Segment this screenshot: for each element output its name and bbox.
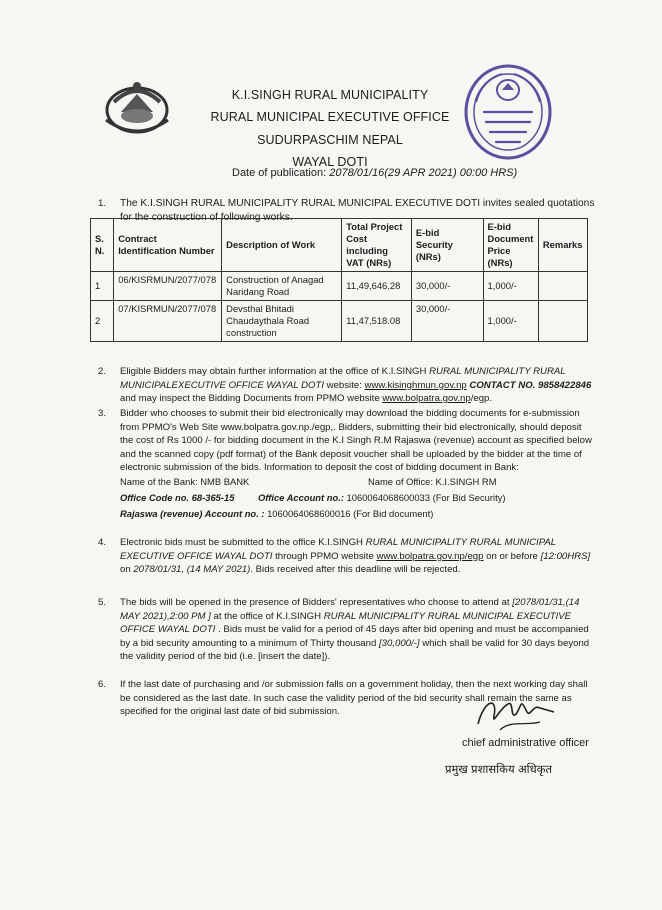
table-cell: 06/KISRMUN/2077/078 [114,272,222,301]
location-name: WAYAL DOTI [292,155,368,169]
municipality-website-link[interactable]: www.kisinghmun.gov.np [364,379,467,391]
notice-item-2: 2. Eligible Bidders may obtain further information at the office of K.I.SINGH RURAL MUNICIPALITY RURAL MUNICIPALEXECUTIVE OFFICE WAYAL DOTI website: www.kisinghmun.gov.np CONTACT NO. 9858422846 and may inspect the Bidding Documents from PPMO website www.bolpatra.gov.np/egp. [98,366,592,404]
nepal-emblem-icon [96,72,178,138]
table-header: Description of Work [222,219,342,272]
table-cell: 1 [91,272,114,301]
table-cell [538,301,587,342]
publication-date: Date of publication: 2078/01/16(29 APR 2021) 00:00 HRS) [232,167,518,179]
table-cell: Construction of Anagad Naridang Road [222,272,342,301]
notice-item-4: 4. Electronic bids must be submitted to the office K.I.SINGH RURAL MUNICIPALITY RURAL MUNICIPAL EXECUTIVE OFFICE WAYAL DOTI through PPMO website www.bolpatra.gov.np/egp on or before [12:00HRS] on 2078/01/31, (14 MAY 2021). Bids received after this deadline will be rejected. [98,537,591,575]
province-name: SUDURPASCHIM NEPAL [257,133,403,147]
municipality-name: K.I.SINGH RURAL MUNICIPALITY [231,88,429,102]
office-name: RURAL MUNICIPAL EXECUTIVE OFFICE [210,110,450,124]
table-cell: 11,47,518.08 [342,301,412,342]
table-header: E-bid Document Price (NRs) [483,219,538,272]
table-header: Total Project Cost including VAT (NRs) [342,219,412,272]
office-account: Office Account no.: 1060064068600033 (For Bid Security) [258,492,506,503]
table-header: Remarks [538,219,587,272]
bank-name: Name of the Bank: NMB BANK [120,476,250,487]
office-name-bank: Name of Office: K.I.SINGH RM [368,476,497,487]
notice-item-6: 6. If the last date of purchasing and /or submission falls on a government holiday, then the next working day shall be considered as the last date. In such case the validity period of the bid security shall remain the same as specified for the original last date of bid submission. [98,679,588,717]
notice-item-3: 3. Bidder who chooses to submit their bid electronically may download the bidding documents for e-submission from PPMO's Web Site www.bolpatra.gov.np./egp,. Bidders, submitting their bid electronically, should deposit the cost of Rs 1000 /- for bidding document in the K.I Singh R.M Rajaswa (revenue) account as specified below and the scanned copy (pdf format) of the Bank deposit voucher shall be uploaded by the bidder at the time of electronic submission of the bids. Information to deposit the cost of bidding document in Bank: [98,408,592,473]
table-cell [538,272,587,301]
works-table [90,218,588,342]
notice-item-1: 1. The K.I.SINGH RURAL MUNICIPALITY RURAL MUNICIPAL EXECUTIVE DOTI invites sealed quotations for the construction of following works. [98,198,595,223]
table-cell: Devsthal Bhitadi Chaudaythala Road construction [222,301,342,342]
table-row [91,272,588,301]
table-header: E-bid Security (NRs) [411,219,483,272]
table-cell: 30,000/- [411,272,483,301]
table-cell: 11,49,646.28 [342,272,412,301]
office-code: Office Code no. 68-365-15 [120,492,235,503]
egp-website-link[interactable]: www.bolpatra.gov.np/egp [376,550,484,562]
table-cell: 1,000/- [483,272,538,301]
table-cell: 1,000/- [483,301,538,342]
table-row [91,301,588,342]
table-cell: 30,000/- [411,301,483,342]
revenue-account: Rajaswa (revenue) Account no. : 1060064068600016 (For Bid document) [120,508,434,519]
signatory-title-nepali: प्रमुख प्रशासकिय अधिकृत [445,764,553,776]
signatory-title: chief administrative officer [462,737,589,749]
notice-item-5: 5. The bids will be opened in the presence of Bidders' representatives who choose to attend at [2078/01/31,(14 MAY 2021),2:00 PM ] at the office of K.I.SINGH RURAL MUNICIPALITY RURAL MUNICIPAL EXECUTIVE OFFICE WAYAL DOTI . Bids must be valid for a period of 45 days after bid opening and must be accompanied by a bid security amounting to a minimum of Thirty thousand [30,000/-] which shall be valid for 30 days beyond the validity period of the bid (i.e. [insert the date]). [98,597,590,662]
table-header: S. N. [91,219,114,272]
table-header-row [91,219,588,272]
ppmo-website-link[interactable]: www.bolpatra.gov.np [382,393,471,404]
signature-icon [470,690,562,736]
table-header: Contract Identification Number [114,219,222,272]
table-cell: 2 [91,301,114,342]
table-cell: 07/KISRMUN/2077/078 [114,301,222,342]
